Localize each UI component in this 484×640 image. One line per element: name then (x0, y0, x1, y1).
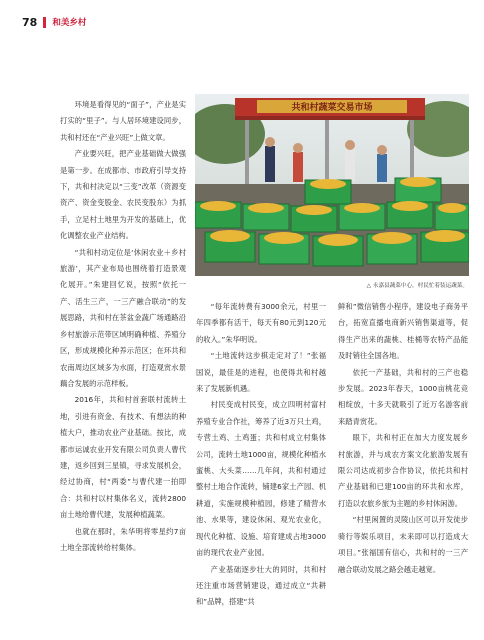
paragraph: “每年流转费有3000余元，村里一年四季都有活干，每天有80元到120元的收入。”朱华明说。 (196, 302, 326, 344)
market-sign: 共和村蔬菜交易市场 (291, 103, 373, 113)
text-column-2 (196, 299, 326, 611)
text-column-1 (60, 97, 186, 556)
caption-text: 永嘉县蔬菜中心，村民忙着装运蔬菜。 (372, 283, 468, 289)
paragraph: 眼下，共和村正在加大力度发展乡村旅游，并与成农方案文化旅游发展有限公司达成初步合作协议，依托共和村产业基础和已建100亩的环共和水库，打造以农旅乡旅为主题的乡村休闲游。 (338, 433, 468, 508)
paragraph: 产业基础逐步壮大的同时，共和村还注重市场营销建设，通过成立“共耕和”品牌，搭建“共 (196, 564, 326, 607)
page-number: 78 (22, 15, 38, 29)
paragraph: 鲜和”微信销售小程序，建设电子商务平台，拓宽直播电商新兴销售渠道等，促得生产出来的蔬桃、桂桶等农特产品能及时销往全国各地。 (338, 302, 468, 361)
market-photo (195, 94, 469, 276)
paragraph: 环境是看得见的“面子”，产业是实打实的“里子”。与人居环境建设同步，共和村还在“产业兴旺”上做文章。 (60, 100, 186, 142)
caption-marker-icon: △ (366, 283, 371, 289)
paragraph: “土地流转这步棋走定对了！”张福国说，最佳是的进程，也使得共和村越来了发展新机遇。 (196, 351, 326, 394)
paragraph: 2016年，共和村首套联村流转土地，引进有资金、有技术、有想法的种植大户，推动农业产业基础。按比，成都市运诚农业开发有限公司负责人曹代建，返乡回到三星镇，寻求发展机会，经过协商，村“两委”与曹代建一拍即合：共和村以村集体名义，流转2800亩土地给曹代建，发展种植蔬菜。 (60, 395, 186, 520)
text-column-3 (338, 299, 468, 578)
header-accent-bar (43, 17, 46, 28)
section-title: 和美乡村 (52, 18, 87, 28)
paragraph: 也就在那时，朱华明将零星约7亩土地全部流转给村集体。 (60, 526, 186, 552)
paragraph: 依托一产基础，共和村的三产也稳步发展。2023年春天，1000亩桃花竞相绽放，十多天就吸引了近万名游客前来踏青赏花。 (338, 367, 468, 426)
paragraph: “共和村动定位是‘休闲农业＋乡村旅游’，其产业布局也围绕着打造景观化展开。”朱建回忆说，按照“依托一产、活生三产，一三产融合联动”的发展思路，共和村在茶盆金蔬广场通路沿乡村旅游示范带区域明确种植、养殖分区，形成规模化种养示范区；在环共和农南周边区域多为水面，打造观赏水景藕合发展的示范样板。 (60, 247, 186, 388)
market-photo-illustration (195, 94, 469, 276)
paragraph: 产业要兴旺，把产业基础做大做强是第一步。在成都市、市政府引导支持下，共和村决定以“三变”改革（资源变资产、资金变股金、农民变股东）为抓手，立足村土地里为开发的基础上，优化调整农业产业结构。 (60, 149, 186, 241)
paragraph: 村民变成村民变，成立四明村富村养殖专业合作社，筹养了近3万只土鸡，专营土鸡、土鸡蛋；共和村成立村集体公司，流转土地1000亩，规模化种植水蜜桃、大头菜……几年间，共和村通过整村土地合作流转，铺建6家土产园、机耕道，实施规模种植园，修建了精营水池、水果等，建设休闲、观光农业化，现代化种植、设施、培育建成占地3000亩的现代农业产业园。 (196, 400, 326, 558)
paragraph: “村里闲置的灵陵山区可以开发徒步骑行等娱乐项目，未来即可以打造成大项目。”张福国有信心，共和村的一三产融合联动发展之路会越走越宽。 (338, 515, 468, 574)
photo-caption (340, 281, 468, 289)
page-header (22, 14, 86, 30)
